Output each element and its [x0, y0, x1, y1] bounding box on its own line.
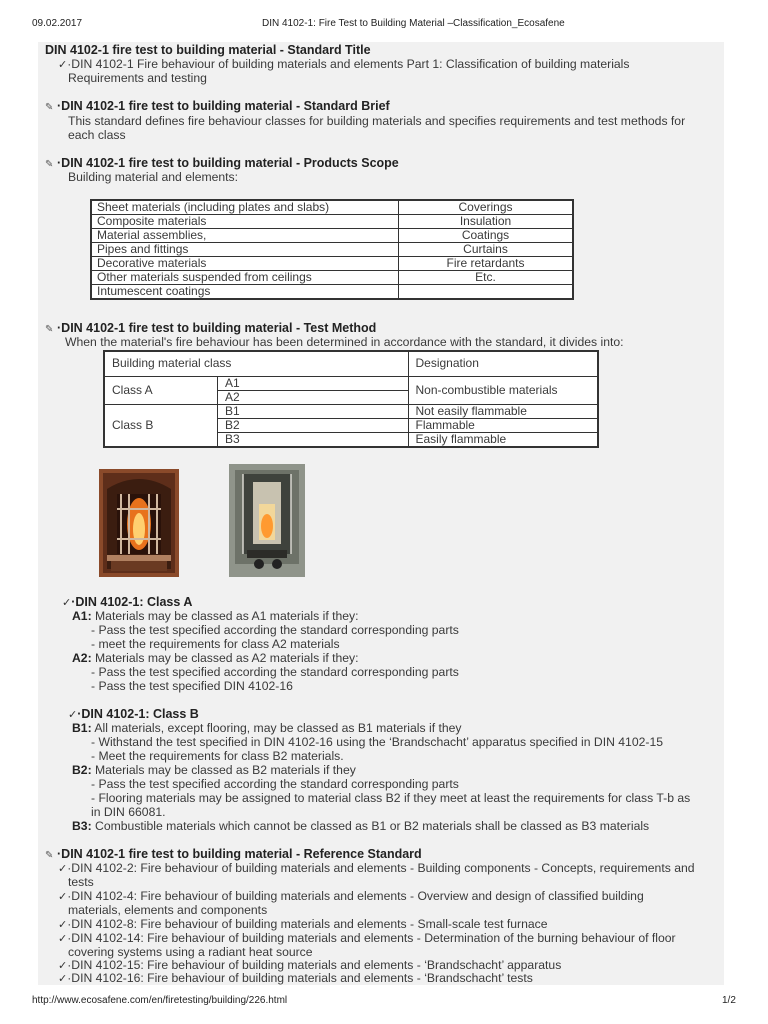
scope-category: Fire retardants [399, 257, 574, 271]
print-date: 09.02.2017 [32, 18, 83, 29]
ref-6: DIN 4102-16: Fire behaviour of building materials and elements - ‘Brandschacht’ tests [71, 971, 533, 985]
section-reference-heading: DIN 4102-1 fire test to building material - Reference Standard [61, 847, 422, 861]
classification-table [103, 350, 599, 448]
b1-item-2: - Meet the requirements for class B2 materials. [91, 749, 344, 763]
scope-row [91, 200, 573, 215]
tag-icon: ✎ [45, 102, 54, 113]
scope-category: Insulation [399, 215, 574, 229]
scope-category [399, 285, 574, 300]
tag-icon: ✎ [45, 159, 54, 170]
standard-title-line1: DIN 4102-1 Fire behaviour of building materials and elements Part 1: Classification of building materials [71, 57, 630, 71]
scope-material: Intumescent coatings [91, 285, 399, 300]
a1-cell: A1 [218, 376, 409, 390]
scope-category: Curtains [399, 243, 574, 257]
scope-category: Coatings [399, 229, 574, 243]
scope-material: Sheet materials (including plates and slabs) [91, 200, 399, 215]
class-b-heading: DIN 4102-1: Class B [81, 707, 199, 721]
products-scope-table [90, 199, 574, 300]
check-icon: ✓ [62, 597, 72, 609]
section-brief-heading: DIN 4102-1 fire test to building material - Standard Brief [61, 99, 390, 113]
scope-material: Pipes and fittings [91, 243, 399, 257]
furnace-photo [99, 469, 179, 577]
a-designation-cell: Non-combustible materials [408, 376, 598, 404]
ref-5: DIN 4102-15: Fire behaviour of building materials and elements - ‘Brandschacht’ apparatus [71, 958, 562, 972]
b3-label: B3: [72, 819, 92, 833]
scope-row [91, 271, 573, 285]
check-icon: ✓ [58, 863, 68, 875]
ref-2b: materials, elements and components [68, 903, 268, 917]
b2-item-2b: in DIN 66081. [91, 805, 166, 819]
scope-material: Other materials suspended from ceilings [91, 271, 399, 285]
check-icon: ✓ [68, 709, 78, 721]
scope-category: Etc. [399, 271, 574, 285]
b1-label: B1: [72, 721, 92, 735]
class-a-heading: DIN 4102-1: Class A [75, 595, 193, 609]
scope-material: Composite materials [91, 215, 399, 229]
b2-designation-cell: Flammable [408, 418, 598, 432]
brief-line1: This standard defines fire behaviour classes for building materials and specifies requirements and test methods for [68, 114, 686, 128]
class-b-cell: Class B [104, 404, 218, 447]
b1-text: All materials, except flooring, may be classed as B1 materials if they [94, 721, 462, 735]
standard-title-line2: Requirements and testing [68, 71, 207, 85]
scope-intro: Building material and elements: [68, 170, 239, 184]
ref-2a: DIN 4102-4: Fire behaviour of building materials and elements - Overview and design of classified building [71, 889, 644, 903]
check-icon: ✓ [58, 59, 68, 71]
b2-text: Materials may be classed as B2 materials if they [95, 763, 356, 777]
b3-text: Combustible materials which cannot be classed as B1 or B2 materials shall be classed as B3 materials [95, 819, 650, 833]
b3-cell: B3 [218, 432, 409, 447]
tag-icon: ✎ [45, 324, 54, 335]
col-header-class: Building material class [104, 351, 408, 376]
section-title-heading: DIN 4102-1 fire test to building material - Standard Title [45, 43, 371, 57]
check-icon: ✓ [58, 919, 68, 931]
b1-item-1: - Withstand the test specified in DIN 4102-16 using the ‘Brandschacht’ apparatus specified in DIN 4102-15 [91, 735, 664, 749]
b2-item-2a: - Flooring materials may be assigned to material class B2 if they meet at least the requirements for class T-b as [91, 791, 691, 805]
b2-item-1: - Pass the test specified according the standard corresponding parts [91, 777, 459, 791]
print-title: DIN 4102-1: Fire Test to Building Material –Classification_Ecosafene [262, 18, 565, 29]
check-icon: ✓ [58, 973, 68, 985]
a2-label: A2: [72, 651, 92, 665]
a2-item-2: - Pass the test specified DIN 4102-16 [91, 679, 293, 693]
print-page-number: 1/2 [722, 995, 736, 1006]
scope-row [91, 243, 573, 257]
scope-row [91, 285, 573, 300]
b2-label: B2: [72, 763, 92, 777]
brandschacht-photo [229, 464, 305, 577]
check-icon: ✓ [58, 933, 68, 945]
ref-1a: DIN 4102-2: Fire behaviour of building materials and elements - Building components - Concepts, requirements and [71, 861, 695, 875]
ref-3: DIN 4102-8: Fire behaviour of building materials and elements - Small-scale test furnace [71, 917, 548, 931]
ref-1b: tests [68, 875, 94, 889]
a1-label: A1: [72, 609, 92, 623]
tag-icon: ✎ [45, 850, 54, 861]
brief-line2: each class [68, 128, 126, 142]
a2-item-1: - Pass the test specified according the standard corresponding parts [91, 665, 459, 679]
method-intro: When the material's fire behaviour has been determined in accordance with the standard, it divides into: [65, 335, 624, 349]
section-scope-heading: DIN 4102-1 fire test to building material - Products Scope [61, 156, 399, 170]
a2-text: Materials may be classed as A2 materials if they: [95, 651, 359, 665]
scope-material: Decorative materials [91, 257, 399, 271]
section-method-heading: DIN 4102-1 fire test to building material - Test Method [61, 321, 377, 335]
a1-item-2: - meet the requirements for class A2 materials [91, 637, 340, 651]
b1-cell: B1 [218, 404, 409, 418]
col-header-designation: Designation [408, 351, 598, 376]
scope-row [91, 215, 573, 229]
a1-text: Materials may be classed as A1 materials if they: [95, 609, 359, 623]
scope-row [91, 229, 573, 243]
scope-material: Material assemblies, [91, 229, 399, 243]
class-a-cell: Class A [104, 376, 218, 404]
ref-4a: DIN 4102-14: Fire behaviour of building materials and elements - Determination of the burning behaviour of floor [71, 931, 676, 945]
ref-4b: covering systems using a radiant heat source [68, 945, 313, 959]
check-icon: ✓ [58, 960, 68, 972]
scope-row [91, 257, 573, 271]
print-url: http://www.ecosafene.com/en/firetesting/building/226.html [32, 995, 288, 1006]
scope-category: Coverings [399, 200, 574, 215]
a1-item-1: - Pass the test specified according the standard corresponding parts [91, 623, 459, 637]
a2-cell: A2 [218, 390, 409, 404]
b2-cell: B2 [218, 418, 409, 432]
page-content: DIN 4102-1 fire test to building material - Standard Title ✓·DIN 4102-1 Fire behaviour of building materials and elements Part 1: Classification of building materials Requirements and testing ✎ ·DIN 4102-1 fire test to building material - Standard Brief This standard defines fire behaviour classes for building materials and specifies requirements and test methods for each class ✎ ·DIN 4102-1 fire test to building material - Products Scope Building material and elements: Sheet materials (including plates and slabs) Coverings Composite materials Insulation Material assemblies, Coatings Pipes and fittings Curtains Decorative materials Fire retardants Other materials suspended from ceilings Etc. Intumescent coatings ✎ ·DIN 4102-1 fire test to building material - Test Method When the material's fire behaviour has been determined in accordance with the standard, it divides into: Building material class Designation Class A A1 Non-combustible materials A2 Class B B1 Not easily flammable B2 Flammable B3 Easily flammable ✓·DIN 4102-1: Class A A1: Materials may be classed as A1 materials if they: - Pass the test specified according the standard corresponding parts - meet the requirements for class A2 materials A2: Materials may be classed as A2 materials if they: - Pass the test specified according the standard corresponding parts - Pass the test specified DIN 4102-16 ✓·DIN 4102-1: Class B B1: All materials, except flooring, may be classed as B1 materials if they - Withstand the test specified in DIN 4102-16 using the ‘Brandschacht’ apparatus specified in DIN 4102-15 - Meet the requirements for class B2 materials. B2: Materials may be classed as B2 materials if they - Pass the test specified according the standard corresponding parts - Flooring materials may be assigned to material class B2 if they meet at least the requirements for class T-b as in DIN 66081. B3: Combustible materials which cannot be classed as B1 or B2 materials shall be classed as B3 materials ✎ ·DIN 4102-1 fire test to building material - Reference Standard ✓·DIN 4102-2: Fire behaviour of building materials and elements - Building components - Concepts, requirements and tests ✓·DIN 4102-4: Fire behaviour of building materials and elements - Overview and design of classified building materials, elements and components ✓·DIN 4102-8: Fire behaviour of building materials and elements - Small-scale test furnace ✓·DIN 4102-14: Fire behaviour of building materials and elements - Determination of the burning behaviour of floor covering systems using a radiant heat source ✓·DIN 4102-15: Fire behaviour of building materials and elements - ‘Brandschacht’ apparatus ✓·DIN 4102-16: Fire behaviour of building materials and elements - ‘Brandschacht’ tests [38, 42, 724, 985]
b1-designation-cell: Not easily flammable [408, 404, 598, 418]
check-icon: ✓ [58, 891, 68, 903]
b3-designation-cell: Easily flammable [408, 432, 598, 447]
